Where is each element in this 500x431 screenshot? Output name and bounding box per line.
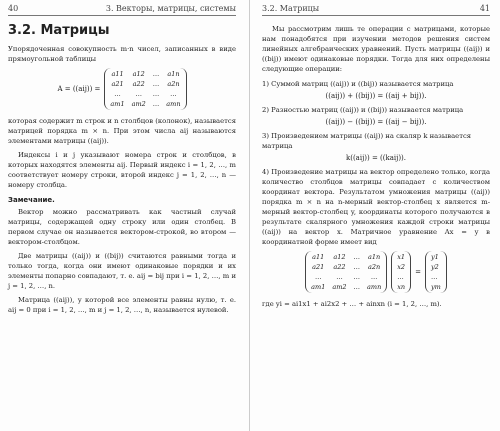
matrix-A [104, 68, 186, 110]
matrix-cell: … [353, 263, 361, 271]
matrix-cell: … [353, 273, 361, 281]
right-page-header [262, 4, 490, 16]
sum-formula: ((aij)) + ((bij)) = ((aij + bij)). [325, 92, 427, 100]
vector-x-grid [397, 253, 405, 291]
right-page-number: 41 [479, 4, 490, 13]
vector-x [391, 251, 411, 293]
coordinate-formula: где yi = ai1x1 + ai2x2 + … + ainxn (i = 1, 2, …, m). [262, 300, 442, 308]
vector-cell: y2 [431, 263, 439, 271]
operation-matrix-vector: 4) Произведение матрицы на вектор определено только, когда количество столбцов матрицы совпадает с количеством координат вектора. Результатом умножения матрицы ((aij)) порядка m × n на n-мерный вектор-столбец x является m-мерный вектор-столбец y, координаты которого получаются в результате скалярного умножения каждой строки матрицы ((aij)) на вектор x. Матричное уравнение Ax = y в координатной форме имеет вид [262, 168, 490, 246]
vector-cell: y1 [431, 253, 439, 261]
vector-cell: ym [431, 283, 441, 291]
left-page [0, 0, 246, 431]
vector-cell: … [431, 273, 438, 281]
operation-difference: 2) Разностью матриц ((aij)) и ((bij)) называется матрица [262, 106, 464, 114]
matrix-A-definition [8, 68, 236, 110]
matrix-cell: a11 [312, 253, 325, 261]
matrix-cell: … [315, 273, 322, 281]
matrix-cell: am1 [110, 100, 125, 108]
matrix-A-grid [110, 70, 180, 108]
remark-title: Замечание. [8, 196, 55, 204]
left-page-number: 40 [8, 4, 19, 13]
matrix-cell: am1 [311, 283, 326, 291]
matrix-cell: a22 [333, 263, 346, 271]
remark-paragraph: Вектор можно рассматривать как частный случай матрицы, содержащей одну строку или один столбец. В первом случае он называется вектором-строкой, во втором — вектором-столбцом. [8, 208, 236, 246]
matrix-A-right [305, 251, 387, 293]
matrix-cell: a22 [132, 80, 145, 88]
matrix-cell: a12 [132, 70, 145, 78]
vector-y-grid [431, 253, 441, 291]
matrix-vector-equation [262, 251, 490, 293]
matrix-cell: a11 [111, 70, 124, 78]
definition-paragraph: Упорядоченная совокупность m·n чисел, записанных в виде прямоугольной таблицы [8, 45, 236, 63]
section-title: 3.2. Матрицы [8, 23, 110, 38]
difference-formula: ((aij)) − ((bij)) = ((aij − bij)). [325, 118, 427, 126]
equality-paragraph: Две матрицы ((aij)) и ((bij)) считаются равными тогда и только тогда, когда они имеют одинаковые порядки и их элементы попарно совпадают, т. е. aij = bij при i = 1, 2, …, m и j = 1, 2, …, n. [8, 252, 236, 290]
matrix-cell: … [353, 253, 361, 261]
vector-cell: xn [397, 283, 406, 291]
vector-cell: … [397, 273, 404, 281]
matrix-cell: am2 [332, 283, 347, 291]
operation-scalar-product: 3) Произведением матрицы ((aij)) на скаляр k называется матрица [262, 132, 472, 150]
page-gutter [249, 0, 250, 431]
matrix-cell: amn [367, 283, 382, 291]
matrix-A-right-grid [311, 253, 381, 291]
matrix-cell: … [152, 100, 160, 108]
matrix-cell: a1n [167, 70, 180, 78]
operations-intro: Мы рассмотрим лишь те операции с матрицами, которые нам понадобятся при изучении методов решения систем линейных алгебраических уравнений. Пусть матрицы ((aij)) и ((bij)) имеют одинаковые порядки. Тогда для них определены следующие операции: [262, 25, 490, 73]
vector-y [425, 251, 447, 293]
zero-matrix-paragraph: Матрица ((aij)), у которой все элементы равны нулю, т. е. aij = 0 при i = 1, 2, …, m и j = 1, 2, …, n, называется нулевой. [8, 296, 236, 314]
indices-paragraph: Индексы i и j указывают номера строк и столбцов, в которых находятся элементы aij. Первый индекс i = 1, 2, …, m соответствует номеру строки, второй индекс j = 1, 2, …, n — номеру столбца. [8, 151, 236, 189]
matrix-cell: a21 [312, 263, 325, 271]
scalar-product-formula: k((aij)) = ((kaij)). [345, 154, 407, 162]
operations-list [262, 79, 490, 247]
matrix-cell: a1n [368, 253, 381, 261]
matrix-cell: am2 [131, 100, 146, 108]
matrix-cell: … [336, 273, 343, 281]
matrix-cell: … [370, 273, 378, 281]
matrix-cell: … [170, 90, 177, 98]
matrix-cell: … [152, 70, 160, 78]
matrix-cell: a21 [111, 80, 124, 88]
operation-sum: 1) Суммой матриц ((aij)) и ((bij)) называется матрица [262, 80, 454, 88]
matrix-cell: … [353, 283, 361, 291]
left-page-header [8, 4, 236, 16]
matrix-cell: … [152, 90, 160, 98]
right-running-header: 3.2. Матрицы [262, 4, 320, 13]
matrix-order-paragraph: которая содержит m строк и n столбцов (колонок), называется матрицей порядка m × n. При этом числа aij называются элементами матрицы ((aij)). [8, 117, 236, 145]
vector-cell: x1 [397, 253, 406, 261]
left-running-header: 3. Векторы, матрицы, системы [105, 4, 236, 13]
matrix-cell: … [114, 90, 121, 98]
vector-cell: x2 [397, 263, 406, 271]
matrix-cell: amn [166, 100, 181, 108]
matrix-cell: … [152, 80, 160, 88]
equals-sign: = [415, 268, 421, 276]
right-page [254, 0, 500, 431]
matrix-lhs: A = ((aij)) = [57, 85, 101, 93]
matrix-cell: a12 [333, 253, 346, 261]
matrix-cell: … [135, 90, 142, 98]
matrix-cell: a2n [167, 80, 180, 88]
matrix-cell: a2n [368, 263, 381, 271]
